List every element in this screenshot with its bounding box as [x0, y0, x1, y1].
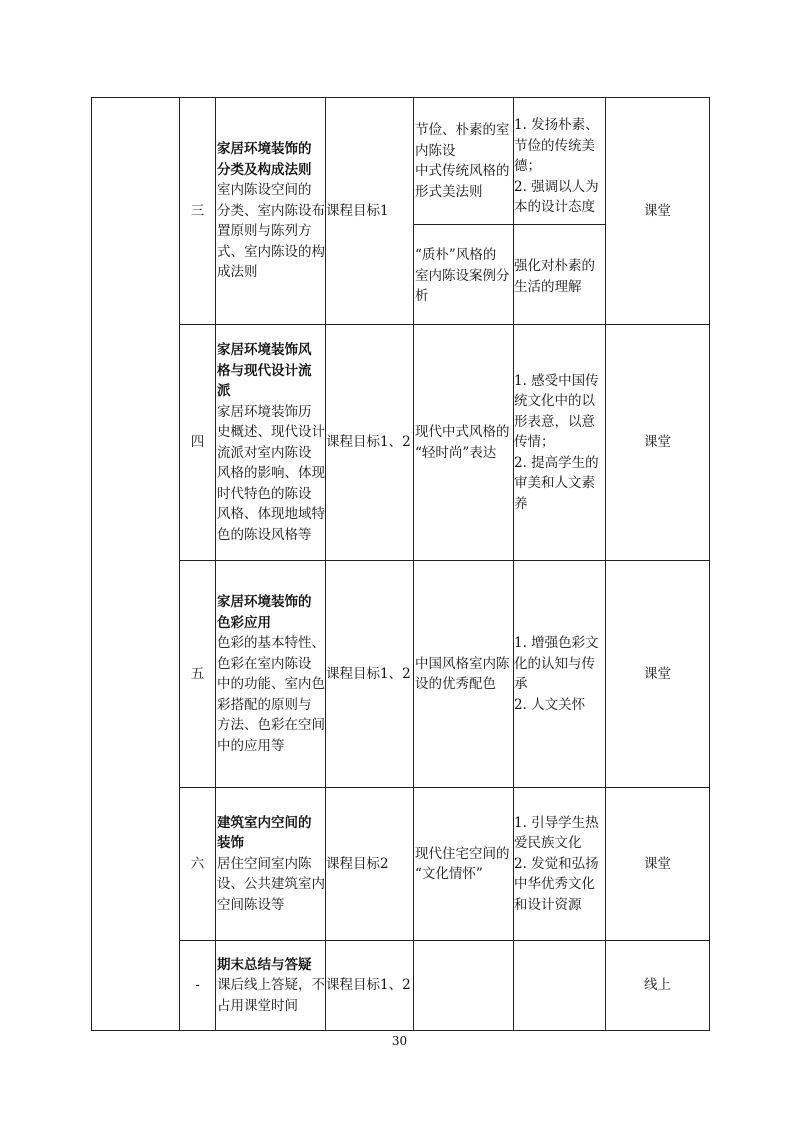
chapter-content: 居住空间室内陈 设、公共建筑室内 空间陈设等 [217, 855, 325, 913]
row-divider [413, 224, 605, 225]
ideology-point: 中国风格室内陈 设的优秀配色 [415, 655, 510, 692]
chapter-title: 家居环境装饰的 分类及构成法则 [217, 141, 312, 178]
education-effect: 1. 发扬朴素、 节俭的传统美 德； 2. 强调以人为 本的设计态度 [514, 117, 599, 215]
chapter-content: 室内陈设空间的 分类、室内陈设布 置原则与陈列方 式、室内陈设的构 成法则 [217, 182, 325, 281]
chapter-title: 期末总结与答疑 [217, 956, 312, 973]
teaching-mode: 线上 [644, 977, 671, 994]
education-effect: 1. 引导学生热 爱民族文化 2. 发觉和弘扬 中华优秀文化 和设计资源 [514, 814, 599, 913]
chapter-cell [217, 325, 325, 560]
table-border-bottom [91, 1030, 709, 1031]
row-number: 三 [190, 202, 205, 219]
course-goal: 课程目标1、2 [326, 434, 411, 451]
column-divider [413, 97, 414, 1031]
chapter-content: 家居环境装饰历 史概述、现代设计 流派对室内陈设 风格的影响、体现 时代特色的陈设 风格、体现地域特 色的陈设风格等 [217, 403, 325, 543]
chapter-cell [217, 561, 325, 787]
ideology-point: 现代住宅空间的 “文化情怀” [415, 845, 510, 882]
teaching-mode: 课堂 [644, 202, 671, 219]
course-goal: 课程目标2 [326, 855, 389, 872]
row-number: 六 [190, 855, 205, 872]
ideology-point: “质朴”风格的 室内陈设案例分 析 [415, 247, 510, 304]
education-effect: 强化对朴素的 生活的理解 [514, 258, 595, 295]
education-effect: 1. 感受中国传 统文化中的以 形表意，以意 传情； 2. 提高学生的 审美和人文素 养 [514, 372, 599, 512]
column-divider [91, 97, 92, 1031]
education-effect [514, 941, 605, 1030]
chapter-cell [217, 941, 325, 1030]
chapter-cell [217, 788, 325, 940]
course-goal: 课程目标1、2 [326, 977, 411, 994]
row-number: - [195, 977, 200, 994]
ideology-point: 现代中式风格的 “轻时尚”表达 [415, 424, 510, 461]
chapter-content: 课后线上答疑，不 占用课堂时间 [217, 977, 325, 1014]
page-number: 30 [391, 1034, 408, 1048]
teaching-mode: 课堂 [644, 434, 671, 451]
chapter-content: 色彩的基本特性、 色彩在室内陈设 中的功能、室内色 彩搭配的原则与 方法、色彩在空间 中的应用等 [217, 635, 325, 754]
chapter-title: 家居环境装饰风 格与现代设计流 派 [217, 342, 312, 399]
ideology-point [415, 941, 513, 1030]
row-number: 五 [190, 665, 205, 682]
chapter-title: 家居环境装饰的 色彩应用 [217, 594, 312, 631]
teaching-mode: 课堂 [644, 855, 671, 872]
column-divider [709, 97, 710, 1031]
teaching-mode: 课堂 [644, 665, 671, 682]
column-divider [215, 97, 216, 1031]
course-goal: 课程目标1、2 [326, 665, 411, 682]
education-effect: 1. 增强色彩文 化的认知与传 承 2. 人文关怀 [514, 635, 599, 713]
course-goal: 课程目标1 [326, 202, 389, 219]
chapter-title: 建筑室内空间的 装饰 [217, 814, 312, 852]
row-number: 四 [190, 434, 205, 451]
ideology-point: 节俭、朴素的室 内陈设 中式传统风格的 形式美法则 [415, 122, 510, 200]
chapter-cell [217, 98, 325, 324]
